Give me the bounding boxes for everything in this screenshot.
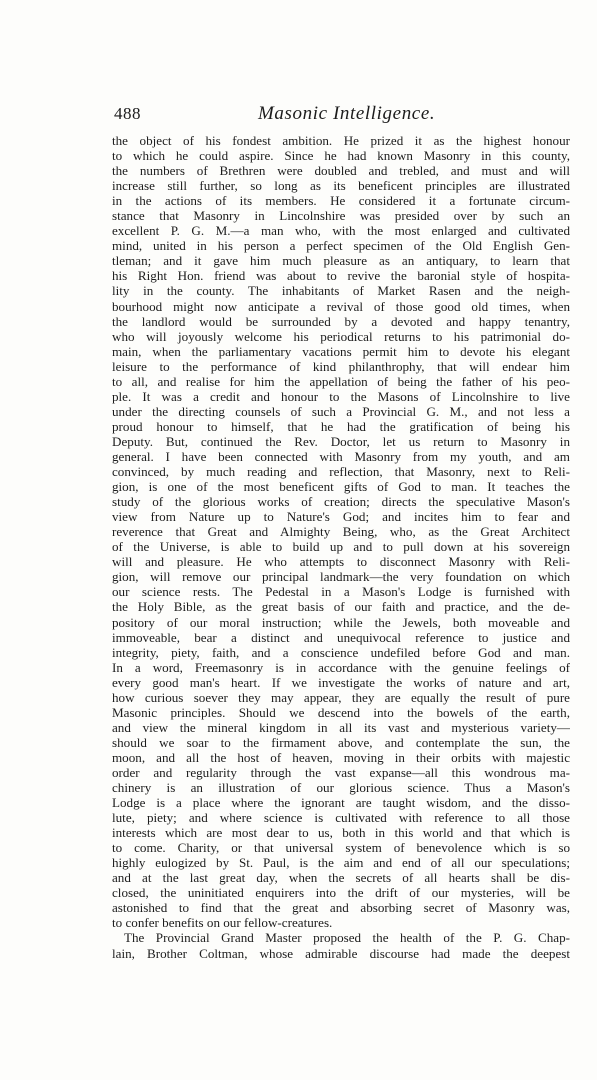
- text-line: moon, and all the host of heaven, moving in their orbits with majestic: [112, 749, 570, 765]
- text-line: lity in the county. The inhabitants of Market Rasen and the neigh-: [112, 283, 570, 299]
- text-line: who will joyously welcome his periodical returns to his patrimonial do-: [112, 328, 570, 344]
- page-number: 488: [114, 104, 141, 123]
- text-line: interests which are most dear to us, both in this world and that which is: [112, 825, 570, 841]
- running-head: Masonic Intelligence.: [258, 103, 436, 124]
- text-line: to confer benefits on our fellow-creatures.: [112, 915, 333, 931]
- text-line: our science rests. The Pedestal in a Mason's Lodge is furnished with: [112, 584, 570, 600]
- text-line: highly eulogized by St. Paul, is the aim and end of all our speculations;: [112, 855, 570, 871]
- text-line: The Provincial Grand Master proposed the health of the P. G. Chap-: [124, 930, 570, 946]
- text-line: how curious soever they may appear, they are equally the result of pure: [112, 689, 570, 705]
- text-line: tleman; and it gave him much pleasure as an antiquary, to learn that: [112, 253, 570, 269]
- text-line: lute, piety; and where science is cultivated with reference to all those: [112, 810, 570, 826]
- text-line: bourhood might now anticipate a revival of those good old times, when: [112, 298, 570, 314]
- text-line: stance that Masonry in Lincolnshire was presided over by such an: [112, 208, 570, 224]
- text-line: to all, and realise for him the appellation of being the father of his peo-: [112, 373, 570, 389]
- text-line: increase still further, so long as its beneficent principles are illustrated: [112, 178, 570, 194]
- text-line: order and regularity through the vast expanse—all this wondrous ma-: [112, 764, 570, 780]
- text-line: and at the last great day, when the secrets of all hearts shall be dis-: [112, 870, 570, 886]
- text-line: to come. Charity, or that universal system of benevolence which is so: [112, 840, 570, 856]
- page-header: [108, 104, 574, 130]
- text-line: excellent P. G. M.—a man who, with the most enlarged and cultivated: [112, 223, 570, 239]
- text-line: in the actions of its members. He considered it a fortunate circum-: [112, 193, 570, 209]
- text-line: Deputy. But, continued the Rev. Doctor, let us return to Masonry in: [112, 433, 570, 449]
- text-line: the numbers of Brethren were doubled and trebled, and must and will: [112, 163, 570, 179]
- text-line: his Right Hon. friend was about to revive the baronial style of hospita-: [112, 268, 570, 284]
- text-line: lain, Brother Coltman, whose admirable discourse had made the deepest: [112, 945, 570, 961]
- text-line: ple. It was a credit and honour to the Masons of Lincolnshire to live: [112, 388, 570, 404]
- text-line: study of the glorious works of creation; directs the speculative Mason's: [112, 494, 570, 510]
- text-line: under the directing counsels of such a Provincial G. M., and not less a: [112, 403, 570, 419]
- text-line: pository of our moral instruction; while the Jewels, both moveable and: [112, 614, 570, 630]
- text-line: to which he could aspire. Since he had known Masonry in this county,: [112, 148, 570, 164]
- text-line: and view the mineral kingdom in all its vast and mysterious variety—: [112, 719, 570, 735]
- text-line: the object of his fondest ambition. He prized it as the highest honour: [112, 133, 570, 148]
- text-line: main, when the parliamentary vacations permit him to devote his elegant: [112, 343, 570, 359]
- text-line: will and pleasure. He who attempts to disconnect Masonry with Reli-: [112, 554, 570, 570]
- text-line: astonished to find that the great and absorbing secret of Masonry was,: [112, 900, 570, 916]
- text-line: immoveable, bear a distinct and unequivocal reference to justice and: [112, 629, 570, 645]
- text-line: chinery is an illustration of our glorious science. Thus a Mason's: [112, 780, 570, 796]
- text-line: gion, will remove our principal landmark—the very foundation on which: [112, 569, 570, 585]
- text-line: proud honour to himself, that he had the gratification of being his: [112, 418, 570, 434]
- text-line: leisure to the performance of kind philanthrophy, that will endear him: [112, 358, 570, 374]
- text-line: closed, the uninitiated enquirers into the drift of our mysteries, will be: [112, 885, 570, 901]
- text-line: In a word, Freemasonry is in accordance with the genuine feelings of: [112, 659, 570, 675]
- text-line: Masonic principles. Should we descend into the bowels of the earth,: [112, 704, 570, 720]
- text-line: every good man's heart. If we investigate the works of nature and art,: [112, 674, 570, 690]
- text-line: reverence that Great and Almighty Being, who, as the Great Architect: [112, 524, 570, 540]
- text-line: the Holy Bible, as the great basis of our faith and practice, and the de-: [112, 599, 570, 615]
- text-line: of the Universe, is able to build up and to pull down at his sovereign: [112, 539, 570, 555]
- text-line: mind, united in his person a perfect specimen of the Old English Gen-: [112, 238, 570, 254]
- text-line: the landlord would be surrounded by a devoted and happy tenantry,: [112, 313, 570, 329]
- text-line: Lodge is a place where the ignorant are taught wisdom, and the disso-: [112, 795, 570, 811]
- text-line: general. I have been connected with Masonry from my youth, and am: [112, 448, 570, 464]
- text-line: should we soar to the firmament above, and contemplate the sun, the: [112, 734, 570, 750]
- text-line: integrity, piety, faith, and a conscience undefiled before God and man.: [112, 644, 570, 660]
- body-text: [112, 133, 570, 961]
- text-line: convinced, by much reading and reflection, that Masonry, next to Reli-: [112, 464, 570, 480]
- text-line: view from Nature up to Nature's God; and incites him to fear and: [112, 509, 570, 525]
- text-line: gion, is one of the most beneficent gifts of God to man. It teaches the: [112, 479, 570, 495]
